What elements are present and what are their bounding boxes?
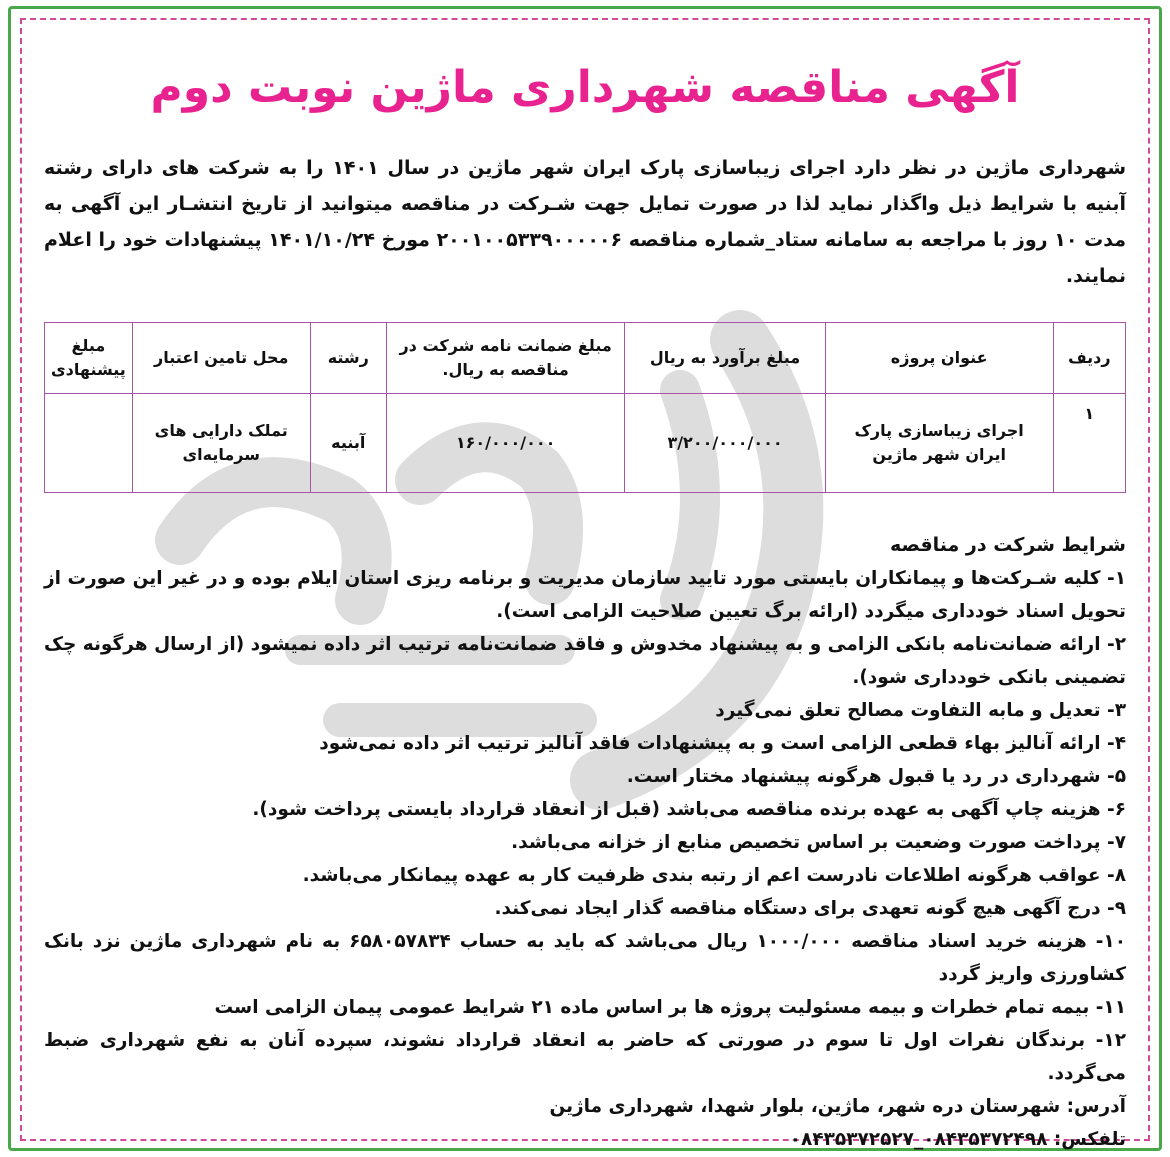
condition-item: ۸- عواقب هرگونه اطلاعات نادرست اعم از رتبه بندی ظرفیت کار به عهده پیمانکار می‌باشد. [302, 865, 1126, 886]
cell-estimate: ۳/۲۰۰/۰۰۰/۰۰۰ [625, 394, 825, 493]
condition-item: ۱۱- بیمه تمام خطرات و بیمه مسئولیت پروژه ها بر اساس ماده ۲۱ شرایط عمومی پیمان الزامی است [214, 997, 1126, 1018]
condition-item: ۴- ارائه آنالیز بهاء قطعی الزامی است و به پیشنهادات فاقد آنالیز ترتیب اثر داده نمی‌شود [319, 733, 1126, 754]
address-line: آدرس: شهرستان دره شهر، ماژین، بلوار شهدا، شهرداری ماژین [549, 1096, 1126, 1117]
intro-paragraph: شهرداری ماژین در نظر دارد اجرای زیباسازی پارک ایران شهر ماژین در سال ۱۴۰۱ را به شرکت های دارای رشته آبنیه با شرایط ذیل واگذار نماید لذا در صورت تمایل جهت شـرکت در مناقصه میتوانید از تاریخ انتشـار این آگهی به مدت ۱۰ روز با مراجعه به سامانه ستاد_شماره مناقصه ۲۰۰۱۰۰۵۳۳۹۰۰۰۰۰۶ مورخ ۱۴۰۱/۱۰/۲۴ پیشنهادات خود را اعلام نمایند. [44, 157, 1126, 287]
header-field: رشته [310, 323, 386, 394]
header-funding: محل تامین اعتبار [132, 323, 310, 394]
conditions-title: شرایط شرکت در مناقصه [889, 534, 1126, 556]
cell-offer [45, 394, 133, 493]
cell-field: آبنیه [310, 394, 386, 493]
condition-item: ۶- هزینه چاپ آگهی به عهده برنده مناقصه می‌باشد (قبل از انعقاد قرارداد بایستی پرداخت شود). [252, 799, 1126, 820]
cell-funding: تملک دارایی های سرمایه‌ای [132, 394, 310, 493]
cell-row-no: ۱ [1053, 394, 1125, 493]
header-guarantee: مبلغ ضمانت نامه شرکت در مناقصه به ریال. [386, 323, 624, 394]
condition-item: ۱- کلیه شـرکت‌ها و پیمانکاران بایستی مورد تایید سازمان مدیریت و برنامه ریزی استان ایلام بوده و در غیر این صورت از تحویل اسناد خودداری میگردد (ارائه برگ تعیین صلاحیت الزامی است). [44, 568, 1126, 622]
notice-title: آگهی مناقصه شهرداری ماژین نوبت دوم [150, 62, 1020, 113]
cell-project-title: اجرای زیباسازی پارک ایران شهر ماژین [825, 394, 1053, 493]
condition-item: ۵- شهرداری در رد یا قبول هرگونه پیشنهاد مختار است. [626, 766, 1126, 787]
table-header-row [45, 323, 1126, 394]
cell-guarantee: ۱۶۰/۰۰۰/۰۰۰ [386, 394, 624, 493]
header-offer: مبلغ پیشنهادی [45, 323, 133, 394]
conditions-list [44, 562, 1126, 1090]
condition-item: ۳- تعدیل و مابه التفاوت مصالح تعلق نمی‌گیرد [715, 700, 1126, 721]
condition-item: ۱۲- برندگان نفرات اول تا سوم در صورتی که حاضر به انعقاد قرارداد نشوند، سپرده آنان به نفع شهرداری ضبط می‌گردد. [44, 1030, 1126, 1084]
tender-table [44, 322, 1126, 493]
condition-item: ۹- درج آگهی هیچ گونه تعهدی برای دستگاه مناقصه گذار ایجاد نمی‌کند. [494, 898, 1126, 919]
condition-item: ۱۰- هزینه خرید اسناد مناقصه ۱۰۰۰/۰۰۰ ریال می‌باشد که باید به حساب ۶۵۸۰۵۷۸۳۴ به نام شهرداری ماژین نزد بانک کشاورزی واریز گردد [44, 931, 1126, 985]
phone-line: تلفکس: ۰۸۴۳۵۳۷۲۴۹۸_۰۸۴۳۵۳۷۲۵۲۷ [789, 1129, 1126, 1150]
notice-content [44, 60, 1126, 1156]
header-estimate: مبلغ برآورد به ریال [625, 323, 825, 394]
table-row [45, 394, 1126, 493]
condition-item: ۲- ارائه ضمانت‌نامه بانکی الزامی و به پیشنهاد مخدوش و فاقد ضمانت‌نامه ترتیب اثر داده نمیشود (از ارسال هرگونه چک تضمینی بانکی خودداری شود). [44, 634, 1126, 688]
header-project-title: عنوان پروژه [825, 323, 1053, 394]
condition-item: ۷- پرداخت صورت وضعیت بر اساس تخصیص منابع از خزانه می‌باشد. [511, 832, 1126, 853]
header-row-no: ردیف [1053, 323, 1125, 394]
